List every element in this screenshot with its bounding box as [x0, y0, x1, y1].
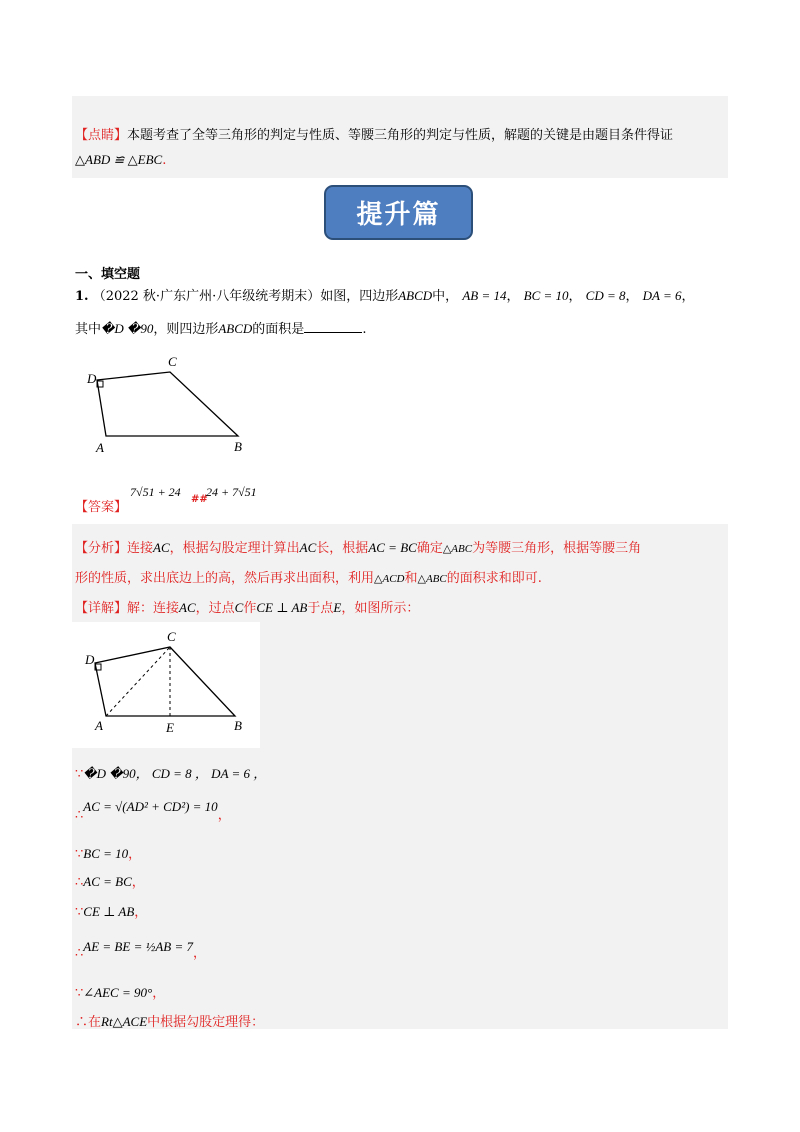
figure-quadrilateral: [82, 352, 262, 457]
step-3-sym: ∵: [75, 847, 84, 862]
step-3: [75, 843, 141, 862]
note-text: 本题考查了全等三角形的判定与性质、等腰三角形的判定与性质，解题的关键是由题目条件得证: [127, 128, 674, 143]
detail-m4: E: [333, 600, 342, 615]
detail-t5: ，如图所示：: [341, 601, 420, 616]
step-4-rest: ，: [131, 875, 145, 890]
step-5: [75, 901, 147, 920]
question-quad: ABCD: [398, 288, 433, 303]
question-mid: 中，: [432, 289, 459, 304]
question-number: 1.: [75, 289, 89, 304]
step-8-pre: 在: [88, 1015, 102, 1030]
step-7-sym: ∵: [75, 986, 84, 1001]
label-A: A: [96, 440, 104, 455]
note-end: .: [162, 153, 167, 168]
label2-D: D: [85, 652, 95, 667]
detail-t4: 于点: [307, 601, 334, 616]
note-line-1: [75, 124, 673, 143]
note-math: △ABD ≌ △EBC: [75, 152, 163, 167]
step-8-math: Rt△ACE: [101, 1014, 148, 1029]
sep-3: ，: [625, 289, 639, 304]
diagonal-AC: [106, 647, 170, 716]
detail-m2: C: [234, 600, 244, 615]
step-7: [75, 982, 165, 1001]
analysis-t1: 连接: [127, 541, 154, 556]
step-6-sym: ∴: [75, 946, 84, 961]
sep-1: ，: [506, 289, 520, 304]
note-line-2: [75, 152, 166, 168]
question-line2-mid: ，则四边形: [153, 322, 219, 337]
analysis-t5: 为等腰三角形，根据等腰三角: [472, 541, 642, 556]
step-2-sym: ∴: [75, 808, 84, 823]
sep-2: ，: [568, 289, 582, 304]
step-8: [75, 1011, 264, 1030]
step-6-rest: ，: [193, 946, 207, 961]
analysis-m5: △ACD: [374, 573, 405, 585]
question-line-2: [75, 318, 366, 337]
question-line2-post: 的面积是: [252, 322, 305, 337]
step-1-math: �D �90: [83, 766, 136, 781]
question-line2-pre: 其中: [75, 322, 102, 337]
step-8-sym: ∴: [75, 1015, 89, 1030]
detail-line: [75, 597, 419, 616]
section-title: 一、填空题: [75, 267, 141, 282]
analysis-t6: 形的性质，求出底边上的高，然后再求出面积，利用: [75, 571, 375, 586]
question-eq4: DA = 6: [642, 288, 682, 303]
analysis-line-2: [75, 567, 542, 586]
analysis-label: 【分析】: [75, 541, 128, 556]
step-1-sym: ∵: [75, 767, 84, 782]
label-B: B: [234, 439, 242, 454]
step-1-rest: ， CD = 8 ， DA = 6 ，: [135, 766, 267, 781]
step-2-rest: ，: [217, 808, 231, 823]
label2-B: B: [234, 718, 242, 733]
quad-outline: [97, 372, 238, 436]
question-eq3: CD = 8: [585, 288, 626, 303]
detail-m3: CE ⊥ AB: [256, 600, 308, 615]
analysis-m6: △ABC: [417, 573, 447, 585]
analysis-t8: 的面积求和即可.: [446, 571, 542, 586]
analysis-t4: 确定: [416, 541, 443, 556]
question-source: （2022 秋·广东广州·八年级统考期末）如图，四边形: [92, 289, 399, 304]
answer-label: 【答案】: [75, 500, 128, 515]
figure-with-height: [82, 626, 262, 744]
analysis-t3: 长，根据: [316, 541, 369, 556]
answer-expr-2: 24 + 7√51: [206, 485, 257, 499]
question-eq2: BC = 10: [523, 288, 569, 303]
label-C: C: [168, 354, 177, 369]
analysis-t7: 和: [404, 571, 418, 586]
step-7-math: ∠AEC = 90°: [83, 985, 153, 1000]
detail-t3: 作: [243, 601, 257, 616]
step-5-sym: ∵: [75, 905, 84, 920]
label-D: D: [87, 371, 97, 386]
analysis-t2: ，根据勾股定理计算出: [169, 541, 300, 556]
step-4-sym: ∴: [75, 875, 84, 890]
section-banner: 提升篇: [324, 185, 473, 240]
label2-C: C: [167, 629, 176, 644]
step-6: [75, 936, 207, 961]
answer-expr-1: 7√51 + 24: [130, 485, 181, 499]
step-1: [75, 763, 266, 782]
question-line2-end: .: [362, 322, 367, 337]
step-3-rest: ，: [128, 847, 142, 862]
label2-E: E: [166, 720, 174, 735]
step-5-rest: ，: [134, 905, 148, 920]
question-eq1: AB = 14: [462, 288, 507, 303]
analysis-m3: AC = BC: [368, 540, 417, 555]
step-2: [75, 796, 231, 823]
analysis-m4: △ABC: [442, 543, 473, 555]
step-3-math: BC = 10: [83, 846, 129, 861]
step-4: [75, 871, 145, 890]
question-line-1: [75, 285, 695, 304]
answer-blank: [304, 320, 362, 333]
step-4-math: AC = BC: [83, 874, 132, 889]
step-6-math: AE = BE = ½AB = 7: [83, 939, 193, 954]
sep-4: ，: [681, 289, 695, 304]
analysis-m1: AC: [153, 540, 170, 555]
analysis-line-1: [75, 537, 641, 556]
question-angle: �D �90: [101, 321, 154, 336]
detail-m1: AC: [179, 600, 196, 615]
answer-line: [75, 484, 128, 515]
note-label: 【点睛】: [75, 128, 128, 143]
label2-A: A: [95, 718, 103, 733]
step-7-rest: ，: [152, 986, 166, 1001]
question-quad-2: ABCD: [218, 321, 253, 336]
step-5-math: CE ⊥ AB: [83, 904, 135, 919]
step-2-math: AC = √(AD² + CD²) = 10: [83, 799, 218, 814]
detail-t2: ，过点: [195, 601, 235, 616]
answer-hash: ##: [191, 494, 208, 505]
detail-t1: 解：连接: [127, 601, 180, 616]
detail-label: 【详解】: [75, 601, 128, 616]
analysis-m2: AC: [299, 540, 317, 555]
step-8-rest: 中根据勾股定理得：: [147, 1015, 265, 1030]
